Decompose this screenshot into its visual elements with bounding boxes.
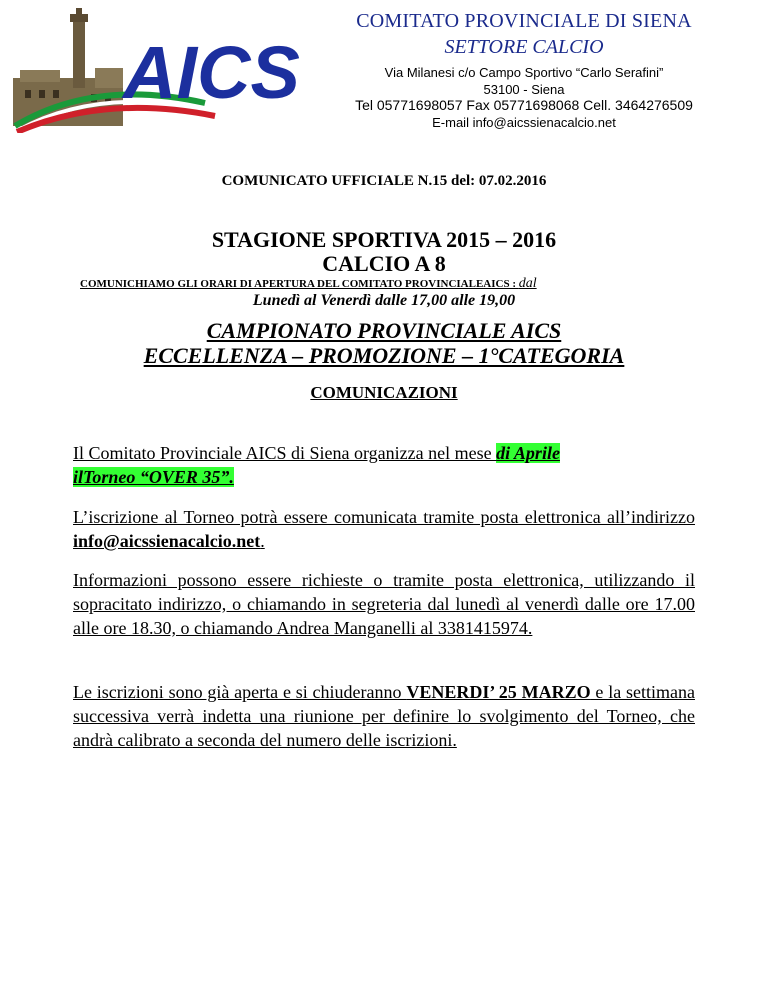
opening-hours-intro: [80, 276, 537, 292]
paragraph-text: .: [260, 531, 265, 551]
championship-divisions: ECCELLENZA – PROMOZIONE – 1°CATEGORIA: [143, 343, 625, 368]
org-name: COMITATO PROVINCIALE DI SIENA: [356, 10, 692, 32]
deadline-date: VENERDI’ 25 MARZO: [406, 682, 591, 702]
category-label: CALCIO A 8: [322, 251, 446, 276]
paragraph-tournament: [73, 441, 695, 489]
paragraph-text: L’iscrizione al Torneo potrà essere comunicata tramite posta elettronica all’indirizzo: [73, 507, 695, 527]
championship-name: CAMPIONATO PROVINCIALE AICS: [206, 318, 562, 343]
paragraph-deadline: [73, 680, 695, 752]
paragraph-registration: [73, 505, 695, 553]
comunicato-title: COMUNICATO UFFICIALE N.15 del: 07.02.2016: [221, 173, 547, 189]
paragraph-text: Il Comitato Provinciale AICS di Siena organizza nel mese: [73, 443, 497, 463]
email-link[interactable]: info@aicssienacalcio.net: [73, 531, 261, 551]
city: 53100 - Siena: [483, 82, 565, 97]
season-title: [0, 228, 768, 276]
highlight-tournament: ilTorneo “OVER 35”.: [73, 467, 234, 487]
paragraph-text: Le iscrizioni sono già aperta e si chiuderanno: [73, 682, 407, 702]
opening-hours-days: Lunedì al Venerdì dalle 17,00 alle 19,00: [252, 292, 516, 309]
championship-title: [0, 318, 768, 368]
address: Via Milanesi c/o Campo Sportivo “Carlo Serafini”: [384, 65, 664, 80]
opening-hours-dal: dal: [518, 276, 537, 291]
aics-logo: [5, 8, 305, 133]
highlight-month: di Aprile: [496, 443, 560, 463]
opening-hours-text: COMUNICHIAMO GLI ORARI DI APERTURA DEL COMITATO PROVINCIALEAICS :: [80, 278, 516, 290]
email-line: E-mail info@aicssienacalcio.net: [432, 115, 616, 130]
paragraph-info: Informazioni possono essere richieste o tramite posta elettronica, utilizzando il sopracitato indirizzo, o chiamando in segreteria dal lunedì al venerdì dalle ore 17.00 alle ore 18.30, o chiamando Andrea Manganelli al 3381415974.: [73, 570, 695, 638]
sector-name: SETTORE CALCIO: [444, 36, 604, 58]
season-label: STAGIONE SPORTIVA 2015 – 2016: [211, 227, 557, 252]
phone-numbers: Tel 05771698057 Fax 05771698068 Cell. 3464276509: [355, 97, 693, 113]
logo-text: AICS: [123, 31, 300, 114]
section-heading: COMUNICAZIONI: [310, 383, 458, 402]
paragraph-text: e la settimana successiva verrà indetta una riunione per definire lo svolgimento del Torneo, che andrà calibrato a seconda del numero delle iscrizioni.: [73, 682, 695, 750]
